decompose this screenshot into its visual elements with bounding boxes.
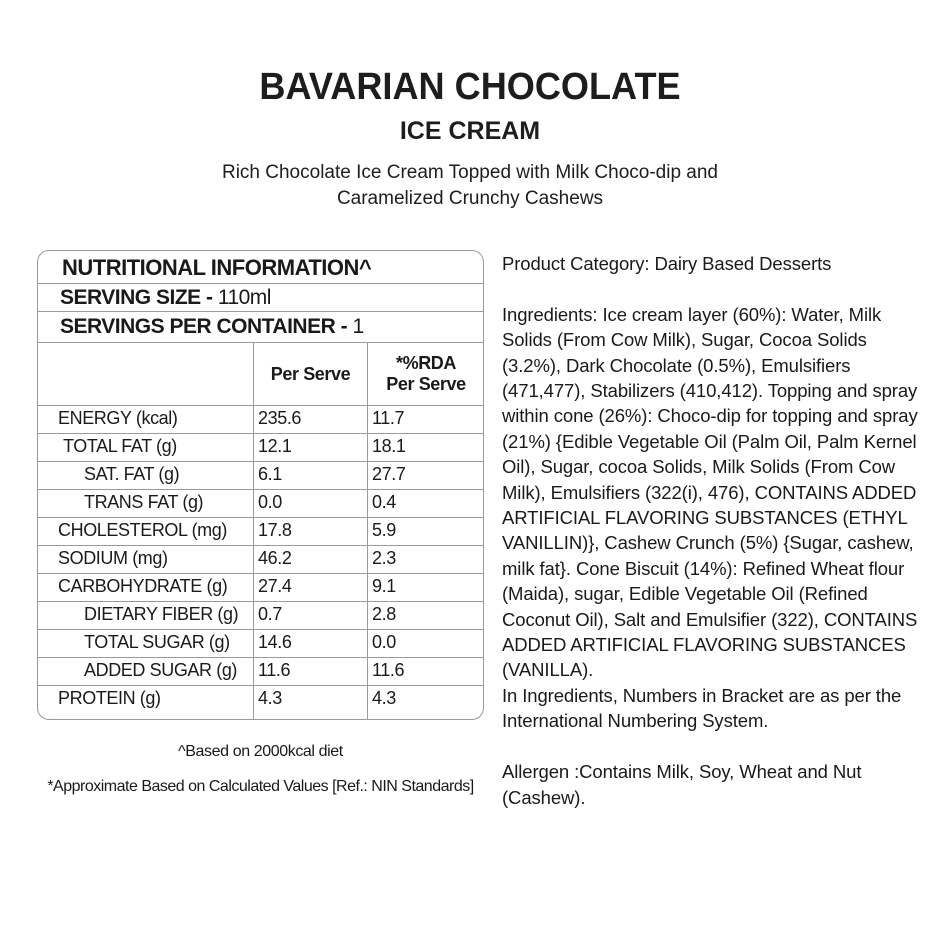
nutrient-label: ENERGY (kcal) (58, 408, 178, 428)
per-serve-value: 11.6 (258, 660, 291, 680)
footnote-approximate: *Approximate Based on Calculated Values [Ref.: NIN Standards] (47, 778, 474, 795)
per-serve-value: 235.6 (258, 408, 302, 428)
column-header-rda (368, 343, 484, 405)
table-row (38, 573, 483, 601)
rda-value: 11.6 (372, 660, 405, 680)
table-row (38, 657, 483, 685)
nutrient-label: CARBOHYDRATE (g) (58, 576, 228, 596)
product-subtitle: ICE CREAM (399, 117, 541, 145)
serving-size-label: SERVING SIZE - (60, 286, 218, 309)
table-row (38, 405, 483, 433)
rda-header-line-2: Per Serve (386, 374, 466, 394)
rda-value: 2.8 (372, 604, 396, 624)
rda-value: 2.3 (372, 548, 396, 568)
rda-value: 18.1 (372, 436, 406, 456)
per-serve-value: 12.1 (258, 436, 292, 456)
product-details (502, 251, 922, 810)
tagline-line-2: Caramelized Crunchy Cashews (336, 188, 604, 209)
per-serve-value: 6.1 (258, 464, 282, 484)
allergen-info: Allergen :Contains Milk, Soy, Wheat and Nut (Cashew). (502, 761, 862, 808)
table-row (38, 601, 483, 629)
rda-value: 5.9 (372, 520, 396, 540)
servings-per-container-label: SERVINGS PER CONTAINER - (60, 315, 353, 338)
spacer (502, 276, 922, 301)
table-row (38, 629, 483, 657)
per-serve-value: 0.7 (258, 604, 282, 624)
serving-size-value: 110ml (217, 286, 271, 309)
column-header-per-serve: Per Serve (270, 363, 351, 384)
rda-value: 0.0 (372, 632, 396, 652)
rda-value: 9.1 (372, 576, 396, 596)
nutrition-heading: NUTRITIONAL INFORMATION^ (38, 251, 483, 284)
ingredients-text: Ingredients: Ice cream layer (60%): Water, Milk Solids (From Cow Milk), Sugar, Cocoa Solids (3.2%), Dark Chocolate (0.5%), Emulsifiers (471,477), Stabilizers (410,412). Topping and spray within cone (26%): Choco-dip for topping and spray (21%) {Edible Vegetable Oil (Palm Oil, Palm Kernel Oil), Sugar, cocoa Solids, Milk Solids (From Cow Milk), Emulsifiers (322(i), 476), CONTAINS ADDED ARTIFICIAL FLAVORING SUBSTANCES (ETHYL VANILLIN)}, Cashew Crunch (5%) {Sugar, cashew, milk fat}. Cone Biscuit (14%): Refined Wheat flour (Maida), sugar, Edible Vegetable Oil (Refined Coconut Oil), Salt and Emulsifier (322), CONTAINS ADDED ARTIFICIAL FLAVORING SUBSTANCES (VANILLA). (502, 303, 918, 681)
nutrient-label: SAT. FAT (g) (84, 464, 180, 484)
per-serve-value: 46.2 (258, 548, 292, 568)
table-row (38, 517, 483, 545)
rda-value: 4.3 (372, 688, 396, 708)
per-serve-value: 14.6 (258, 632, 292, 652)
nutrient-label: SODIUM (mg) (58, 548, 168, 568)
serving-size (38, 284, 483, 312)
tagline-line-1: Rich Chocolate Ice Cream Topped with Milk Choco-dip and (221, 162, 718, 183)
nutrient-label: ADDED SUGAR (g) (84, 660, 238, 680)
servings-per-container-value: 1 (352, 315, 364, 338)
nutrition-grid (38, 343, 483, 719)
servings-per-container (38, 312, 483, 343)
per-serve-value: 27.4 (258, 576, 292, 596)
table-row (38, 489, 483, 517)
table-row (38, 545, 483, 573)
product-tagline (0, 160, 940, 212)
nutrient-label: TOTAL SUGAR (g) (84, 632, 230, 652)
ins-note: In Ingredients, Numbers in Bracket are as per the International Numbering System. (502, 684, 902, 732)
nutrient-label: DIETARY FIBER (g) (84, 604, 239, 624)
nutrient-label: PROTEIN (g) (58, 688, 161, 708)
product-category: Product Category: Dairy Based Desserts (502, 253, 832, 274)
product-title: BAVARIAN CHOCOLATE (259, 66, 681, 108)
table-row (38, 461, 483, 489)
spacer (502, 734, 922, 759)
per-serve-value: 0.0 (258, 492, 282, 512)
rda-header-line-1: *%RDA (395, 353, 456, 373)
nutrient-label: TRANS FAT (g) (84, 492, 204, 512)
per-serve-value: 17.8 (258, 520, 292, 540)
footnote-diet-basis: ^Based on 2000kcal diet (178, 743, 343, 760)
table-row (38, 685, 483, 720)
nutrient-label: CHOLESTEROL (mg) (58, 520, 227, 540)
per-serve-value: 4.3 (258, 688, 282, 708)
table-row (38, 433, 483, 461)
rda-value: 11.7 (372, 408, 405, 428)
rda-value: 27.7 (372, 464, 406, 484)
nutrition-table (37, 250, 484, 720)
nutrient-label: TOTAL FAT (g) (63, 436, 177, 456)
rda-value: 0.4 (372, 492, 396, 512)
